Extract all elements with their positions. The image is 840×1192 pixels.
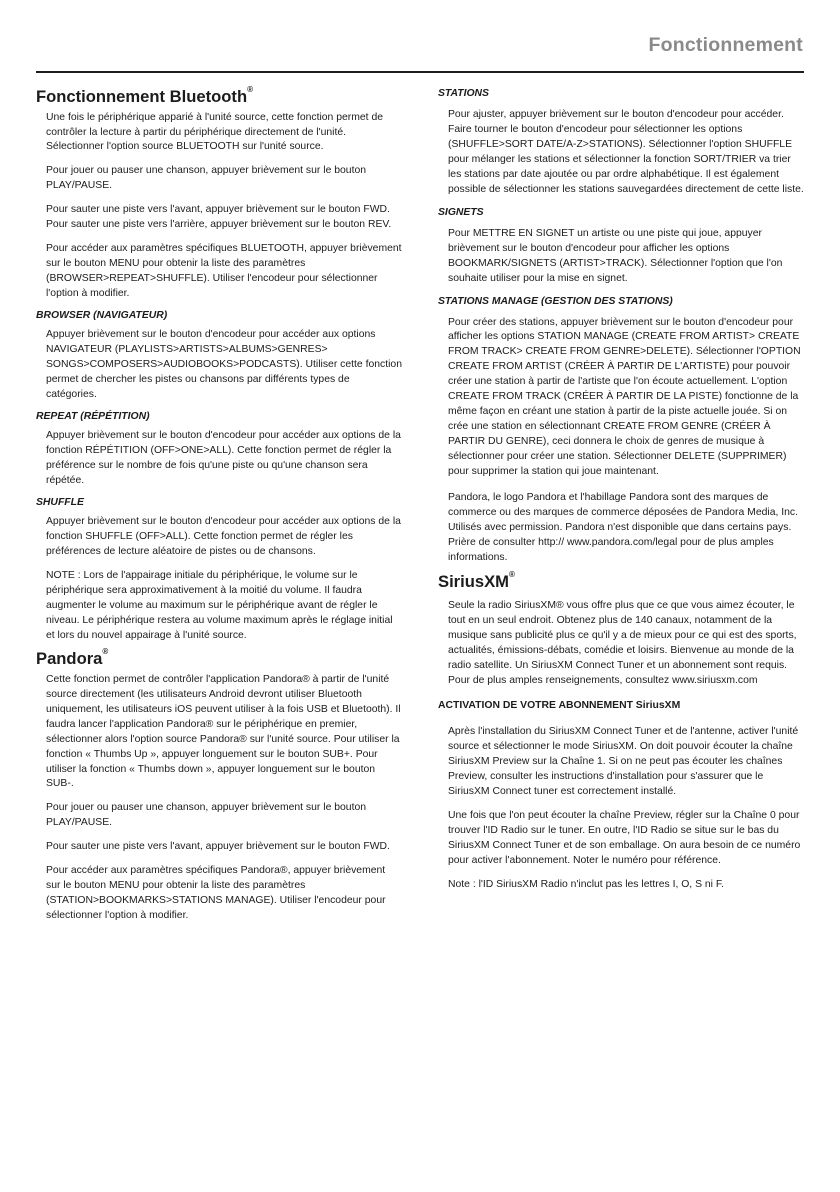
pandora-menu-paragraph: Pour accéder aux paramètres spécifiques Pandora®, appuyer brièvement sur le bouton MENU pour obtenir la liste des paramètres (STATION>BOOKMARKS>STATIONS MANAGE). Utiliser l'encodeur pour sélectionner l'option à modifier. [46, 865, 386, 922]
trademark-paragraph: Pandora, le logo Pandora et l'habillage Pandora sont des marques de commerce ou des marques de commerce déposées de Pandora Media, Inc. Utilisés avec permission. Pandora n'est disponible que dans certains pays. Prière de consulter http:// www.pandora.com/legal pour de plus amples informations. [448, 492, 798, 563]
right-column [438, 86, 804, 893]
pandora-heading-text: Pandora [36, 649, 103, 669]
page-header-title: Fonctionnement [648, 34, 803, 56]
registered-mark: ® [102, 647, 109, 657]
pandora-intro-paragraph: Cette fonction permet de contrôler l'application Pandora® à partir de l'unité source directement (les utilisateurs Android devront utiliser Bluetooth uniquement, les utilisateurs iOS peuvent utiliser à la fois USB et Bluetooth). Il faudra lancer l'application Pandora® sur le périphérique en premier, sélectionner alors l'option source Pandora® sur l'unité source. Pour utiliser la fonction « Thumbs Up », appuyer longuement sur le bouton SUB+. Pour utiliser la fonction « Thumbs down », appuyer longuement sur le bouton SUB-. [46, 673, 401, 790]
shuffle-heading: SHUFFLE [36, 496, 84, 508]
siriusxm-heading [438, 571, 804, 593]
siriusxm-paragraph: Seule la radio SiriusXM® vous offre plus que ce que vous aimez écouter, le tout en un seul endroit. Obtenez plus de 140 canaux, notamment de la musique sans publicité plus ce qu'il y a de mieux pour ce qui est des sports, actualités, émissions-débats, comédie et loisirs. Bienvenue au monde de la radio satellite. Un SiriusXM Connect Tuner et un abonnement sont requis. Pour de plus amples renseignements, consultez www.siriusxm.com [448, 600, 797, 687]
bluetooth-heading-text: Fonctionnement Bluetooth [36, 87, 248, 106]
stations-manage-paragraph: Pour créer des stations, appuyer brièvement sur le bouton d'encodeur pour afficher les options STATION MANAGE (CREATE FROM ARTIST> CREATE FROM TRACK> CREATE FROM GENRE>DELETE). Sélectionner l'OPTION CREATE FROM ARTIST (CRÉER À PARTIR DE L'ARTISTE) pour pouvoir créer une station à partir de l'artiste que l'on écoute actuellement. L'option CREATE FROM TRACK (CRÉER À PARTIR DE LA PISTE) fonctionne de la même façon en créant une station à partir de la piste actuelle jouée. Si on crée une station en sélectionnant CREATE FROM GENRE (CRÉER À PARTIR DU GENRE), ceci donnera le choix de genres de musique à sélectionner pour créer une station. Sélectionner DELETE (SUPPRIMER) pour supprimer la station qui joue maintenant. [448, 316, 801, 478]
note-paragraph: NOTE : Lors de l'appairage initiale du périphérique, le volume sur le périphérique sera approximativement à la moitié du volume. Il faudra augmenter le volume au maximum sur le périphérique avant de régler le niveau. Le périphérique restera au volume maximum après le réglage initial et lors du nouvel appairage à l'unité source. [46, 570, 393, 642]
left-column [36, 86, 402, 924]
stations-manage-heading: STATIONS MANAGE (GESTION DES STATIONS) [438, 295, 673, 307]
activation-paragraph-2: Une fois que l'on peut écouter la chaîne Preview, régler sur la Chaîne 0 pour trouver l'ID Radio sur le tuner. En outre, l'ID Radio se situe sur le bas du SiriusXM Connect Tuner et de son emballage. On aura besoin de ce numéro pour activer l'abonnement. Noter le numéro pour référence. [448, 809, 801, 866]
browser-paragraph: Appuyer brièvement sur le bouton d'encodeur pour accéder aux options NAVIGATEUR (PLAYLISTS>ARTISTS>ALBUMS>GENRES> SONGS>COMPOSERS>AUDIOBOOKS>PODCASTS). Utiliser cette fonction permet de chercher les pistes ou chansons par différents types de catégories. [46, 329, 402, 400]
pandora-skip-paragraph: Pour sauter une piste vers l'avant, appuyer brièvement sur le bouton FWD. [46, 841, 390, 853]
bluetooth-play-pause-paragraph: Pour jouer ou pauser une chanson, appuyer brièvement sur le bouton PLAY/PAUSE. [46, 165, 367, 192]
bluetooth-intro-paragraph: Une fois le périphérique apparié à l'unité source, cette fonction permet de contrôler la lecture à partir du périphérique directement de l'unité. Sélectionner l'option source BLUETOOTH sur l'unité source. [46, 111, 383, 153]
signets-paragraph: Pour METTRE EN SIGNET un artiste ou une piste qui joue, appuyer brièvement sur le bouton d'encodeur pour afficher les options BOOKMARK/SIGNETS (ARTIST>TRACK). Sélectionner l'option que l'on souhaite utiliser pour la mise en signet. [448, 227, 783, 284]
repeat-heading: REPEAT (RÉPÉTITION) [36, 410, 150, 422]
stations-paragraph: Pour ajuster, appuyer brièvement sur le bouton d'encodeur pour accéder. Faire tourner le bouton d'encodeur pour sélectionner les options (SHUFFLE>SORT DATE/A-Z>STATIONS). Sélectionner l'option SHUFFLE pour mélanger les stations et sélectionner la fonction SORT/TRIER va trier les stations par date ajoutée ou par ordre alphabétique. Il est également possible de sélectionner les stations sauvegardées directement de cette liste. [448, 109, 804, 195]
activation-note: Note : l'ID SiriusXM Radio n'inclut pas les lettres I, O, S ni F. [448, 878, 724, 890]
stations-heading: STATIONS [438, 88, 489, 99]
pandora-play-pause-paragraph: Pour jouer ou pauser une chanson, appuyer brièvement sur le bouton PLAY/PAUSE. [46, 802, 367, 829]
registered-mark: ® [509, 569, 515, 579]
activation-paragraph-1: Après l'installation du SiriusXM Connect Tuner et de l'antenne, activer l'unité source et sélectionner le mode SiriusXM. On doit pouvoir écouter la chaîne SiriusXM Preview sur la Chaîne 1. Si on ne peut pas écouter les chaînes Preview, consulter les instructions d'installation pour s'assurer que le SiriusXM Connect tuner est correctement installé. [448, 726, 799, 797]
header-divider [36, 71, 804, 73]
browser-heading: BROWSER (NAVIGATEUR) [36, 310, 168, 322]
signets-heading: SIGNETS [438, 206, 484, 218]
bluetooth-skip-paragraph: Pour sauter une piste vers l'avant, appuyer brièvement sur le bouton FWD. Pour sauter une piste vers l'arrière, appuyer brièvement sur le bouton REV. [46, 204, 392, 231]
registered-mark: ® [247, 85, 253, 94]
pandora-heading [36, 648, 402, 670]
repeat-paragraph: Appuyer brièvement sur le bouton d'encodeur pour accéder aux options de la fonction RÉPÉTITION (OFF>ONE>ALL). Cette fonction permet de régler la préférence sur le nombre de fois qu'une piste ou qu'une chanson sera répétée. [46, 429, 401, 486]
siriusxm-heading-text: SiriusXM [438, 571, 510, 591]
activation-heading: ACTIVATION DE VOTRE ABONNEMENT SiriusXM [438, 700, 681, 712]
shuffle-paragraph: Appuyer brièvement sur le bouton d'encodeur pour accéder aux options de la fonction SHUFFLE (OFF>ALL). Cette fonction permet de régler les préférences de lecture aléatoire de pistes ou de chansons. [46, 515, 401, 557]
bluetooth-menu-paragraph: Pour accéder aux paramètres spécifiques BLUETOOTH, appuyer brièvement sur le bouton MENU pour obtenir la liste des paramètres (BROWSER>REPEAT>SHUFFLE). Utiliser l'encodeur pour sélectionner l'option à modifier. [46, 243, 402, 300]
bluetooth-heading [36, 86, 402, 108]
